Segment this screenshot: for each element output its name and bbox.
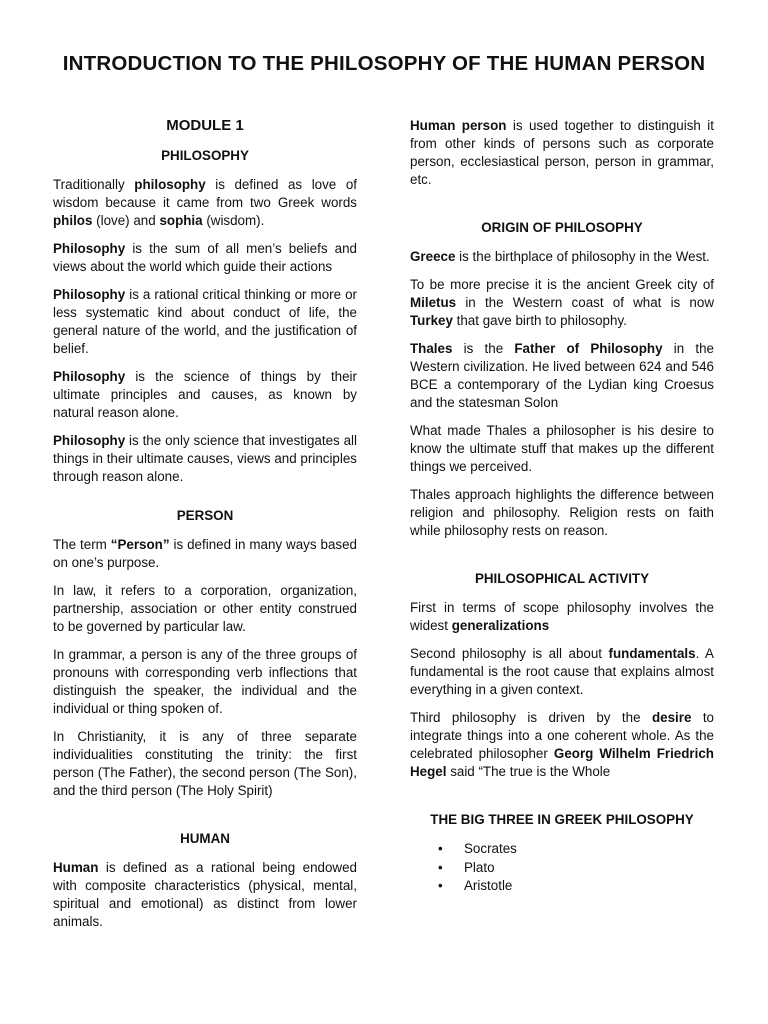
document-title: INTRODUCTION TO THE PHILOSOPHY OF THE HUMAN PERSON [62,52,706,75]
bigthree-list [410,840,714,896]
bigthree-heading: THE BIG THREE IN GREEK PHILOSOPHY [430,812,694,827]
philosophy-definition-3: Philosophy is a rational critical thinking or more or less systematic kind about conduct of life, the general nature of the world, and the justification of belief. [53,287,357,356]
module-heading: MODULE 1 [166,117,244,134]
origin-heading: ORIGIN OF PHILOSOPHY [481,220,643,235]
philosophy-heading: PHILOSOPHY [161,148,249,163]
human-person-paragraph: Human person is used together to distinguish it from other kinds of persons such as corporate person, ecclesiastical person, person in grammar, etc. [410,118,714,187]
activity-paragraph-second: Second philosophy is all about fundamentals. A fundamental is the root cause that explains almost everything in a given context. [410,646,714,697]
origin-paragraph-approach: Thales approach highlights the difference between religion and philosophy. Religion rests on faith while philosophy rests on reason. [410,487,714,538]
philosophy-definition-5: Philosophy is the only science that investigates all things in their ultimate causes, views and principles through reason alone. [53,433,357,484]
human-heading: HUMAN [180,831,230,846]
list-item: • Plato [410,859,714,878]
origin-paragraph-miletus: To be more precise it is the ancient Greek city of Miletus in the Western coast of what is now Turkey that gave birth to philosophy. [410,277,714,328]
activity-paragraph-first: First in terms of scope philosophy involves the widest generalizations [410,600,714,633]
person-paragraph-grammar: In grammar, a person is any of the three groups of pronouns with corresponding verb inflections that distinguish the speaker, the individual and the individual or thing spoken of. [53,647,357,716]
origin-paragraph-desire: What made Thales a philosopher is his desire to know the ultimate stuff that makes up the different things we perceived. [410,423,714,474]
activity-paragraph-third: Third philosophy is driven by the desire to integrate things into a one coherent whole. As the celebrated philosopher Georg Wilhelm Friedrich Hegel said “The true is the Whole [410,710,714,779]
human-paragraph: Human is defined as a rational being endowed with composite characteristics (physical, mental, spiritual and emotional) as distinct from lower animals. [53,860,357,929]
philosophy-definition-2: Philosophy is the sum of all men’s beliefs and views about the world which guide their actions [53,241,357,274]
left-column [53,117,357,941]
philosophy-definition-1: Traditionally philosophy is defined as love of wisdom because it came from two Greek words philos (love) and sophia (wisdom). [53,177,357,228]
origin-paragraph-greece: Greece is the birthplace of philosophy in the West. [410,249,710,264]
person-paragraph-law: In law, it refers to a corporation, organization, partnership, association or other entity construed to be governed by particular law. [53,583,357,634]
origin-paragraph-thales: Thales is the Father of Philosophy in the Western civilization. He lived between 624 and 546 BCE a contemporary of the Lydian king Croesus and the statesman Solon [410,341,715,410]
person-paragraph-1: The term “Person” is defined in many ways based on one’s purpose. [53,537,357,570]
person-paragraph-christianity: In Christianity, it is any of three separate individualities constituting the trinity: the first person (The Father), the second person (The Son), and the third person (The Holy Spirit) [53,729,357,798]
activity-heading: PHILOSOPHICAL ACTIVITY [474,571,650,586]
philosophy-definition-4: Philosophy is the science of things by their ultimate principles and causes, as known by natural reason alone. [53,369,357,420]
list-item: • Aristotle [410,877,714,896]
person-heading: PERSON [176,508,234,523]
right-column [410,117,714,896]
list-item: • Socrates [410,840,714,859]
